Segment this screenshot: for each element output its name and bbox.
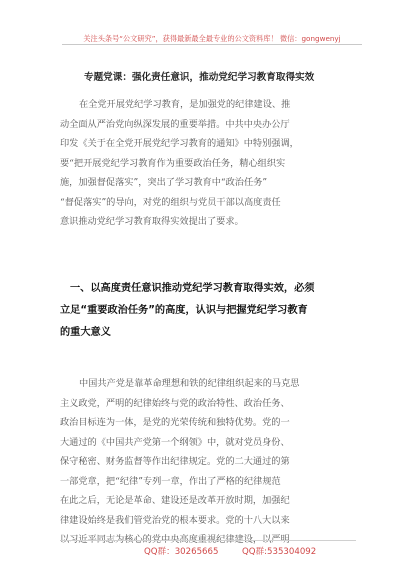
body-line: 保守秘密、财务监督等作出纪律规定。党的二大通过的第 (60, 456, 290, 467)
body-line: 中国共产党是靠革命理想和铁的纪律组织起来的马克思 (79, 378, 300, 389)
body-line: 在此之后，无论是革命、建设还是改革开放时期，加强纪 (60, 495, 290, 506)
header-banner (62, 26, 362, 45)
body-line: 政治目标连为一体，是党的光荣传统和独特优势。党的一 (60, 417, 290, 428)
intro-line: 施，加强督促落实”，突出了学习教育中“政治任务” (60, 177, 268, 188)
intro-line: 意识推动党纪学习教育取得实效提出了要求。 (60, 216, 244, 227)
body-line: 一部党章，把“纪律”专列一章，作出了严格的纪律规范 (60, 475, 281, 487)
section-heading-line: 一、以高度责任意识推动党纪学习教育取得实效，必须 (70, 283, 315, 294)
page-footer (60, 540, 356, 561)
section-heading-line: 的重大意义 (60, 327, 111, 338)
body-line: 以习近平同志为核心的党中央高度重视纪律建设，以严明 (60, 534, 290, 545)
header-banner-text: 关注头条号“公文研究”，获得最新最全最专业的公文资料库！ 微信：gongwenyj (83, 34, 341, 43)
document-title: 专题党课：强化责任意识，推动党纪学习教育取得实效 (84, 72, 315, 83)
footer-qq-group-left: QQ群：30265665 (144, 547, 219, 557)
section-body-paragraph (60, 374, 356, 550)
body-line: 大通过的《中国共产党第一个纲领》中，就对党员身份、 (60, 436, 290, 448)
section-heading-line: 立足“重要政治任务”的高度，认识与把握党纪学习教育 (60, 305, 308, 316)
footer-qq-group-right: QQ群:535304092 (242, 547, 317, 557)
body-line: 律建设始终是我们管党治党的根本要求。党的十八大以来 (60, 514, 290, 526)
intro-line: 动全面从严治党向纵深发展的重要举措。中共中央办公厅 (60, 118, 290, 130)
intro-line: 在全党开展党纪学习教育，是加强党的纪律建设、推 (79, 99, 291, 110)
intro-paragraph (60, 95, 356, 232)
section-heading (60, 278, 360, 344)
body-line: 主义政党，严明的纪律始终与党的政治特性、政治任务、 (60, 397, 290, 409)
intro-line: 印发《关于在全党开展党纪学习教育的通知》中特别强调， (60, 138, 299, 149)
intro-line: 要“把开展党纪学习教育作为重要政治任务，精心组织实 (60, 157, 286, 169)
intro-line: “督促落实”的导向，对党的组织与党员干部以高度责任 (60, 196, 281, 208)
